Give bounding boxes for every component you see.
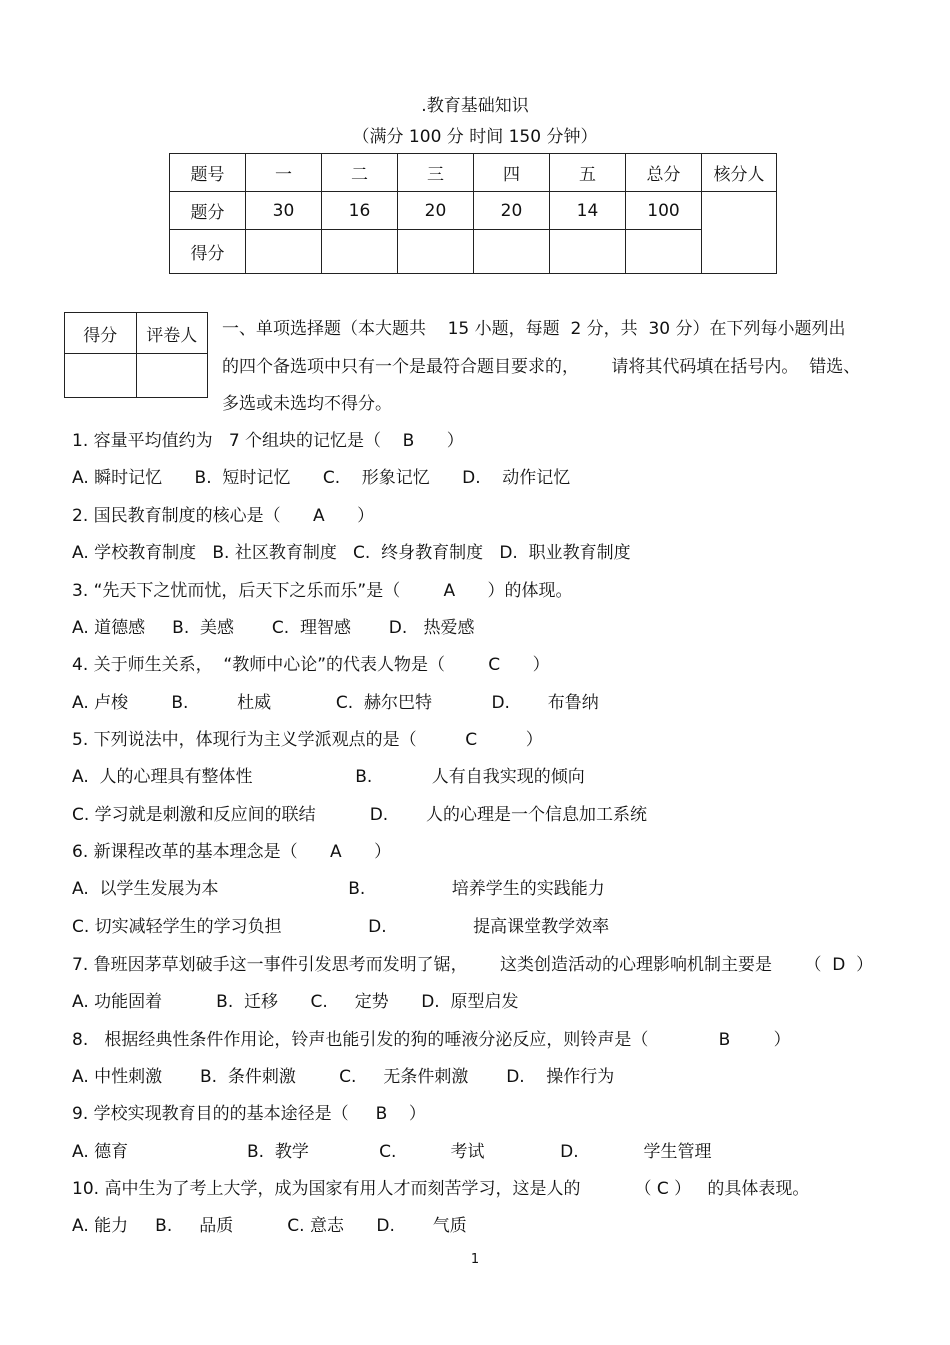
header-cell: 核分人 (702, 154, 777, 192)
options-line: A. 中性刺激 B. 条件刺激 C. 无条件刺激 D. 操作行为 (72, 1067, 615, 1087)
page-title: .教育基础知识 (421, 96, 529, 116)
points-cell: 题分 (170, 192, 246, 230)
score-table-score-row (170, 230, 777, 274)
page-number: 1 (470, 1252, 480, 1267)
options-line: C. 学习就是刺激和反应间的联结 D. 人的心理是一个信息加工系统 (72, 805, 648, 825)
score-entry-cell[interactable] (474, 230, 550, 274)
question-line: 7. 鲁班因茅草划破手这一事件引发思考而发明了锯， 这类创造活动的心理影响机制主要是 （ D ） (72, 955, 874, 975)
points-cell: 30 (246, 192, 322, 230)
header-cell: 四 (474, 154, 550, 192)
header-cell: 二 (322, 154, 398, 192)
question-line: 10. 高中生为了考上大学，成为国家有用人才而刻苦学习，这是人的 （ C ） 的具体表现。 (72, 1179, 810, 1199)
grader-name-label: 评卷人 (136, 313, 208, 354)
options-line: A. 以学生发展为本 B. 培养学生的实践能力 (72, 879, 605, 899)
score-entry-cell[interactable] (626, 230, 702, 274)
score-table-header-row (170, 154, 777, 192)
header-cell: 一 (246, 154, 322, 192)
question-line: 1. 容量平均值约为 7 个组块的记忆是（ B ） (72, 431, 464, 451)
header-cell: 总分 (626, 154, 702, 192)
question-line: 4. 关于师生关系， “教师中心论”的代表人物是（ C ） (72, 655, 550, 675)
grader-score-label: 得分 (65, 313, 137, 354)
options-line: A. 能力 B. 品质 C. 意志 D. 气质 (72, 1216, 467, 1236)
question-line: 2. 国民教育制度的核心是（ A ） (72, 506, 375, 526)
points-cell: 20 (474, 192, 550, 230)
grader-box (64, 312, 208, 398)
options-line: A. 功能固着 B. 迁移 C. 定势 D. 原型启发 (72, 992, 519, 1012)
points-cell: 16 (322, 192, 398, 230)
options-line: A. 卢梭 B. 杜威 C. 赫尔巴特 D. 布鲁纳 (72, 693, 599, 713)
options-line: A. 人的心理具有整体性 B. 人有自我实现的倾向 (72, 767, 585, 787)
grader-score-entry[interactable] (65, 354, 137, 398)
header-cell: 题号 (170, 154, 246, 192)
header-cell: 三 (398, 154, 474, 192)
question-line: 9. 学校实现教育目的的基本途径是（ B ） (72, 1104, 426, 1124)
options-line: C. 切实减轻学生的学习负担 D. 提高课堂教学效率 (72, 917, 610, 937)
points-cell: 14 (550, 192, 626, 230)
section-instructions: 的四个备选项中只有一个是最符合题目要求的， 请将其代码填在括号内。 错选、 (222, 357, 861, 377)
options-line: A. 学校教育制度 B. 社区教育制度 C. 终身教育制度 D. 职业教育制度 (72, 543, 631, 563)
score-entry-cell[interactable] (550, 230, 626, 274)
question-line: 6. 新课程改革的基本理念是（ A ） (72, 842, 392, 862)
score-entry-cell[interactable] (322, 230, 398, 274)
score-row-label: 得分 (170, 230, 246, 274)
options-line: A. 德育 B. 教学 C. 考试 D. 学生管理 (72, 1142, 712, 1162)
header-cell: 五 (550, 154, 626, 192)
question-line: 3. “先天下之忧而忧，后天下之乐而乐”是（ A ）的体现。 (72, 581, 573, 601)
score-entry-cell[interactable] (246, 230, 322, 274)
question-line: 5. 下列说法中，体现行为主义学派观点的是（ C ） (72, 730, 543, 750)
score-table-points-row (170, 192, 777, 230)
grader-name-entry[interactable] (136, 354, 208, 398)
section-instructions: 多选或未选均不得分。 (222, 394, 392, 414)
options-line: A. 瞬时记忆 B. 短时记忆 C. 形象记忆 D. 动作记忆 (72, 468, 571, 488)
checker-signature-cell[interactable] (702, 192, 777, 274)
points-cell: 100 (626, 192, 702, 230)
score-entry-cell[interactable] (398, 230, 474, 274)
options-line: A. 道德感 B. 美感 C. 理智感 D. 热爱感 (72, 618, 475, 638)
question-line: 8. 根据经典性条件作用论，铃声也能引发的狗的唾液分泌反应，则铃声是（ B ） (72, 1030, 791, 1050)
score-table (169, 153, 777, 274)
section-instructions: 一、单项选择题（本大题共 15 小题，每题 2 分，共 30 分）在下列每小题列出 (222, 319, 846, 339)
page-subtitle: （满分 100 分 时间 150 分钟） (352, 127, 598, 147)
points-cell: 20 (398, 192, 474, 230)
